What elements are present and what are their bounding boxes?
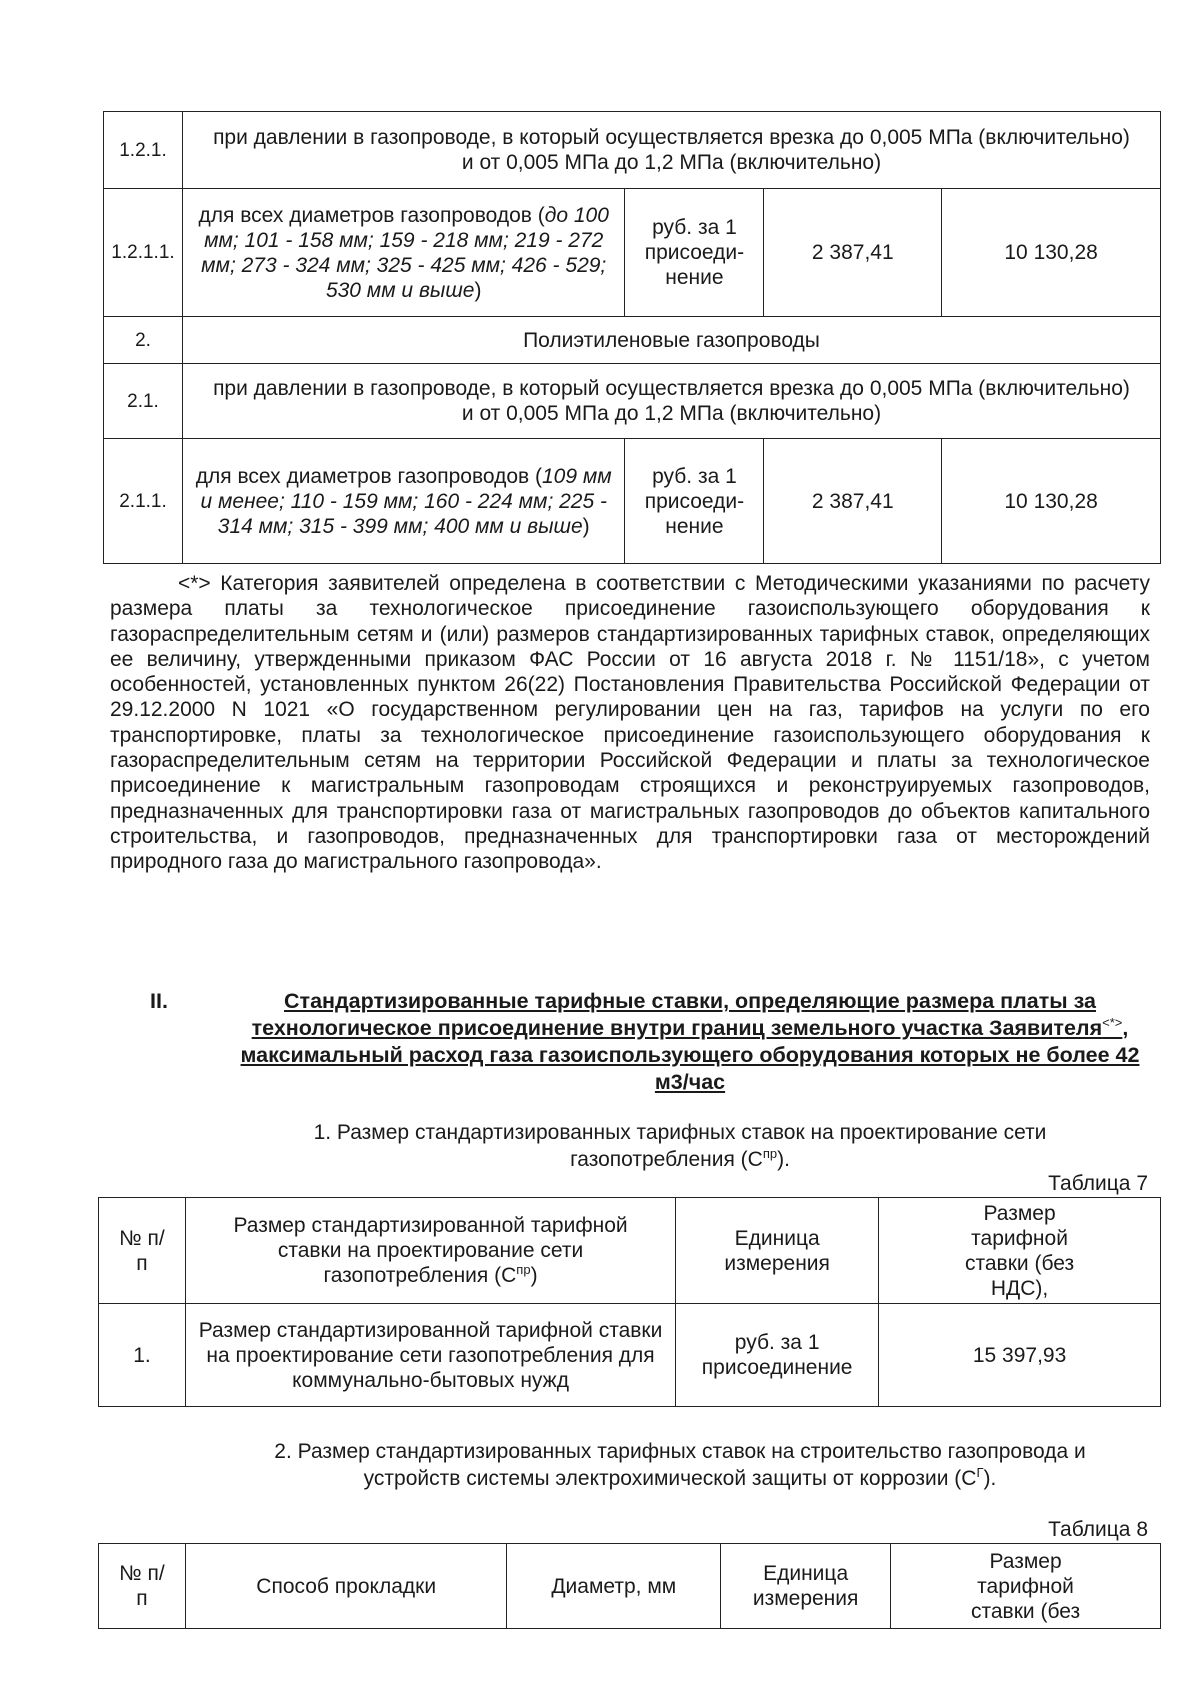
table-row [99,1304,1161,1407]
header-unit: Единица измерения [676,1198,879,1304]
row-value-1: 2 387,41 [764,189,942,317]
row-unit: руб. за 1 присоеди-нение [625,439,764,564]
table-header-row [99,1198,1161,1304]
footnote-mark: <*> [1102,1014,1123,1030]
subheading-close: ). [983,1467,997,1490]
table-row [104,439,1161,564]
description-close: ) [474,278,482,302]
description-italic: до 100 мм; 101 - 158 мм; 159 - 218 мм; 219 - 272 мм; 273 - 324 мм; 325 - 425 мм; 426 - 529; 530 мм и выше [201,203,609,302]
header-value: Размер тарифной ставки (без [891,1544,1161,1629]
row-text: при давлении в газопроводе, в который осуществляется врезка до 0,005 МПа (включительно) и от 0,005 МПа до 1,2 МПа (включительно) [182,364,1160,439]
row-number: 2.1. [104,364,183,439]
row-description [182,439,624,564]
table-header-row [99,1544,1161,1629]
header-name-sup: пр [516,1262,531,1277]
header-unit: Единица измерения [721,1544,891,1629]
subheading-sup: Г [976,1465,984,1480]
tariff-table-continued [103,111,1161,564]
header-name-close: ) [530,1264,538,1287]
description-plain: для всех диаметров газопроводов ( [195,464,542,488]
section-title-part1: Стандартизированные тарифные ставки, определяющие размера платы за технологическое присоединение внутри границ земельного участка Заявителя [251,989,1103,1040]
subheading-sup: пр [762,1146,778,1161]
row-number: 2.1.1. [104,439,183,564]
subheading-text: 2. Размер стандартизированных тарифных ставок на строительство газопровода и устройств системы электрохимической защиты от коррозии (С [274,1440,1086,1490]
header-num: № п/п [99,1198,186,1304]
subheading-2 [270,1438,1090,1492]
row-number: 1.2.1. [104,112,183,189]
section-number: II. [150,989,168,1013]
table-8 [98,1543,1161,1629]
header-num: № п/п [99,1544,186,1629]
row-text: при давлении в газопроводе, в который осуществляется врезка до 0,005 МПа (включительно) и от 0,005 МПа до 1,2 МПа (включительно) [182,112,1160,189]
row-unit: руб. за 1 присоединение [676,1304,879,1407]
section-title [230,988,1150,1096]
row-value-2: 10 130,28 [942,439,1161,564]
header-value: Размер тарифной ставки (без НДС), [879,1198,1161,1304]
table-row [104,364,1161,439]
row-number: 1.2.1.1. [104,189,183,317]
row-number: 1. [99,1304,186,1407]
header-diameter: Диаметр, мм [507,1544,721,1629]
table-row [104,112,1161,189]
table-row [104,317,1161,364]
header-method: Способ прокладки [185,1544,506,1629]
subheading-close: ). [777,1148,790,1171]
row-value-2: 10 130,28 [942,189,1161,317]
section-title-part2: , максимальный расход газа газоиспользующего оборудования которых не более 42 м3/час [240,1016,1140,1094]
row-text: Полиэтиленовые газопроводы [182,317,1160,364]
table-7 [98,1197,1161,1407]
row-name: Размер стандартизированной тарифной ставки на проектирование сети газопотребления для коммунально-бытовых нужд [185,1304,675,1407]
header-name-text: Размер стандартизированной тарифной ставки на проектирование сети газопотребления (С [233,1214,628,1287]
row-value-1: 2 387,41 [764,439,942,564]
row-number: 2. [104,317,183,364]
footnote-body: <*> Категория заявителей определена в соответствии с Методическими указаниями по расчету размера платы за технологическое присоединение газоиспользующего оборудования к газораспределительным сетям и (или) размеров стандартизированных тарифных ставок, определяющих ее величину, утвержденными приказом ФАС России от 16 августа 2018 г. № 1151/18», с учетом особенностей, установленных пунктом 26(22) Постановления Правительства Российской Федерации от 29.12.2000 N 1021 «О государственном регулировании цен на газ, тарифов на услуги по его транспортировке, платы за технологическое присоединение газоиспользующего оборудования к газораспределительным сетям на территории Российской Федерации и платы за технологическое присоединение к магистральным газопроводам строящихся и реконструируемых газопроводов, предназначенных для транспортировки газа от магистральных газопроводов до объектов капитального строительства, и газопроводов, предназначенных для транспортировки газа от месторождений природного газа до магистрального газопровода». [110,572,1150,874]
footnote-text [110,571,1150,875]
subheading-1 [270,1119,1090,1173]
row-unit: руб. за 1 присоеди-нение [625,189,764,317]
description-close: ) [582,514,590,538]
table-8-caption: Таблица 8 [1048,1518,1148,1541]
table-row [104,189,1161,317]
header-name [185,1198,675,1304]
row-value: 15 397,93 [879,1304,1161,1407]
subheading-text: 1. Размер стандартизированных тарифных ставок на проектирование сети газопотребления (С [313,1121,1047,1171]
description-italic: 109 мм и менее; 110 - 159 мм; 160 - 224 мм; 225 - 314 мм; 315 - 399 мм; 400 мм и выше [200,464,612,538]
description-plain: для всех диаметров газопроводов ( [198,203,545,227]
row-description [182,189,624,317]
table-7-caption: Таблица 7 [1048,1172,1148,1195]
